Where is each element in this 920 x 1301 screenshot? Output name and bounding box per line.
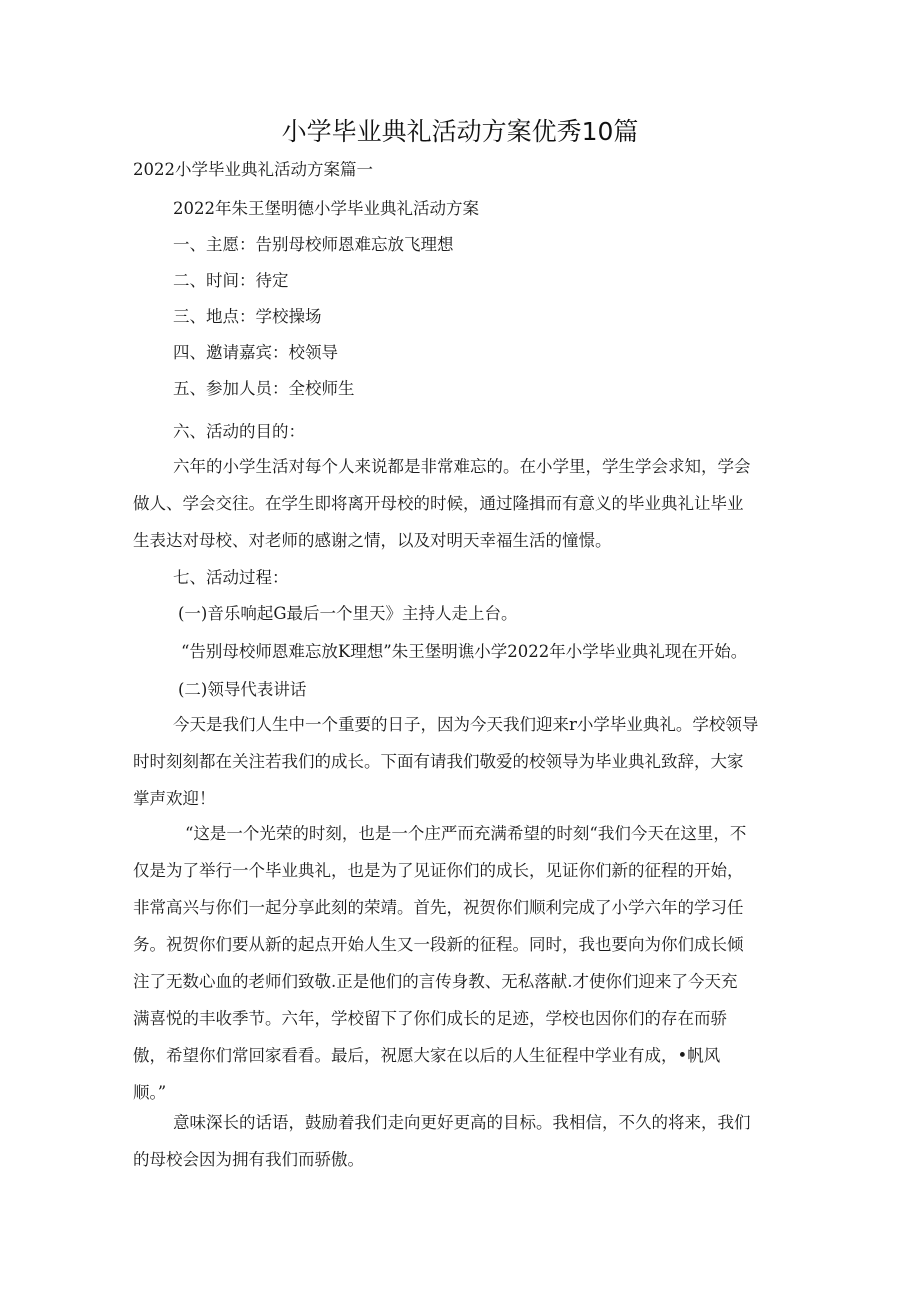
speech-line: 非常高兴与你们一起分享此刻的荣靖。首先，祝贺你们顺利完成了小学六年的学习任 [133, 898, 744, 917]
plan-title: 2022年朱王堡明德小学毕业典礼活动方案 [173, 199, 479, 218]
speech-line: 顺。” [133, 1083, 167, 1102]
item-participants: 五、参加人员：全校师生 [173, 379, 355, 398]
speech-line: 务。祝贺你们要从新的起点开始人生又一段新的征程。同时，我也要向为你们成长倾 [133, 935, 744, 954]
closing-line: 意味深长的话语，鼓励着我们走向更好更高的目标。我相信，不久的将来，我们 [173, 1113, 751, 1132]
purpose-paragraph [133, 455, 751, 566]
purpose-line: 生表达对母校、对老师的感谢之情，以及对明天幸福生活的憧憬。 [133, 531, 612, 550]
speech-paragraph [133, 822, 746, 1118]
speech-intro-line: 今天是我们人生中一个重要的日子，因为今天我们迎来r小学毕业典礼。学校领导 [173, 715, 759, 734]
speech-line: 傲，希望你们常回家看看。最后，祝愿大家在以后的人生征程中学业有成，•帆风 [133, 1046, 721, 1065]
document-title: 小学毕业典礼活动方案优秀10篇 [281, 117, 639, 146]
closing-line: 的母校会因为拥有我们而骄傲。 [133, 1150, 364, 1169]
step-1-quote: “告别母校师恩难忘放K理想”朱王堡明谯小学2022年小学毕业典礼现在开始。 [181, 642, 748, 661]
process-heading: 七、活动过程： [173, 568, 289, 587]
item-time: 二、时间：待定 [173, 271, 289, 290]
speech-intro-line: 掌声欢迎！ [133, 789, 216, 808]
speech-line: 仅是为了举行一个毕业典礼，也是为了见证你们的成长，见证你们新的征程的开始， [133, 861, 744, 880]
step-1: (一)音乐响起G最后一个里天》主持人走上台。 [178, 604, 518, 623]
step-2: (二)领导代表讲话 [178, 680, 307, 699]
purpose-line: 六年的小学生活对每个人来说都是非常难忘的。在小学里，学生学会求知，学会 [173, 457, 751, 476]
item-place: 三、地点：学校操场 [173, 307, 322, 326]
purpose-heading: 六、活动的目的： [173, 422, 305, 441]
speech-line: 注了无数心血的老师们致敬.正是他们的言传身教、无私落献.才使你们迎来了今天充 [133, 972, 738, 991]
item-theme: 一、主愿：告别母校师恩难忘放飞理想 [173, 235, 454, 254]
speech-intro-line: 时时刻刻都在关注若我们的成长。下面有请我们敬爱的校领导为毕业典礼致辞，大家 [133, 752, 744, 771]
purpose-line: 做人、学会交往。在学生即将离开母校的时候，通过隆揖而有意义的毕业典礼让毕业 [133, 494, 744, 513]
item-guests: 四、邀请嘉宾：校领导 [173, 343, 338, 362]
closing-paragraph [133, 1111, 751, 1185]
speech-line: “这是一个光荣的时刻，也是一个庄严而充满希望的时刻“我们今天在这里，不 [185, 824, 747, 843]
section-heading: 2022小学毕业典礼活动方案篇一 [133, 160, 373, 179]
speech-intro-paragraph [133, 713, 758, 824]
speech-line: 满喜悦的丰收季节。六年，学校留下了你们成长的足迹，学校也因你们的存在而骄 [133, 1009, 727, 1028]
